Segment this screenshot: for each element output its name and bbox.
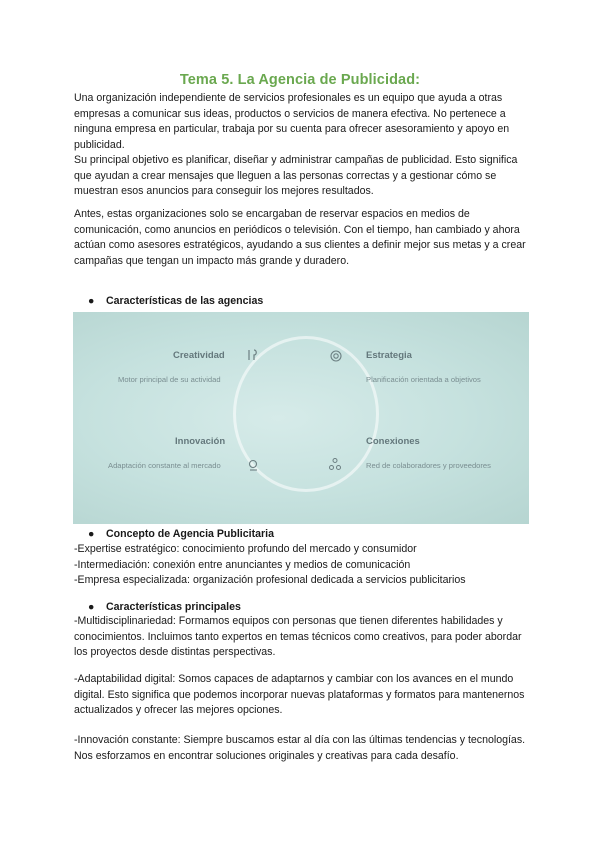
adaptabilidad-paragraph xyxy=(74,672,529,719)
network-icon xyxy=(328,457,342,471)
infographic-desc-conexiones: Red de colaboradores y proveedores xyxy=(366,461,491,470)
infographic-title-conexiones: Conexiones xyxy=(366,436,420,447)
list-item: -Intermediación: conexión entre anunciantes y medios de comunicación xyxy=(74,558,411,571)
multidisciplinariedad-paragraph xyxy=(74,614,529,661)
agency-characteristics-infographic xyxy=(73,312,529,524)
infographic-desc-innovacion: Adaptación constante al mercado xyxy=(108,461,221,470)
target-icon xyxy=(329,349,343,363)
section-heading-caracteristicas-agencias xyxy=(88,294,263,309)
bullet: ● xyxy=(88,601,95,613)
lightbulb-icon xyxy=(245,348,259,362)
concept-list xyxy=(74,542,529,589)
section-heading-text: Concepto de Agencia Publicitaria xyxy=(106,528,274,540)
section-heading-concepto-agencia xyxy=(88,527,274,542)
paragraph-innovacion: -Innovación constante: Siempre buscamos estar al día con las últimas tendencias y tecnologías. Nos esforzamos en encontrar soluciones originales y creativas para cada desafío. xyxy=(74,734,526,762)
intro-block xyxy=(74,91,529,200)
innovacion-paragraph xyxy=(74,733,529,764)
section-heading-text: Características principales xyxy=(106,601,241,613)
intro-paragraph-1: Una organización independiente de servicios profesionales es un equipo que ayuda a otras empresas a comunicar sus ideas, productos o servicios de manera efectiva. No pertenece a ninguna empresa en particular, trabaja por su cuenta para ofrecer asesoramiento y apoyo en publicidad. xyxy=(74,92,510,151)
bullet: ● xyxy=(88,295,95,307)
section-heading-text: Características de las agencias xyxy=(106,295,264,307)
infographic-desc-creatividad: Motor principal de su actividad xyxy=(118,375,221,384)
history-block xyxy=(74,207,529,269)
infographic-title-creatividad: Creatividad xyxy=(173,350,225,361)
infographic-title-estrategia: Estrategia xyxy=(366,350,412,361)
list-item: -Expertise estratégico: conocimiento profundo del mercado y consumidor xyxy=(74,543,417,555)
bullet: ● xyxy=(88,528,95,540)
list-item: -Empresa especializada: organización profesional dedicada a servicios publicitarios xyxy=(74,574,466,586)
page-title: Tema 5. La Agencia de Publicidad: xyxy=(179,72,421,88)
intro-paragraph-2: Su principal objetivo es planificar, diseñar y administrar campañas de publicidad. Esto significa que ayudan a crear mensajes que lleguen a las personas correctas y a gestionar cómo se muestran esos anuncios para conseguir los mejores resultados. xyxy=(74,154,518,197)
intro-paragraph-3: Antes, estas organizaciones solo se encargaban de reservar espacios en medios de comunicación, como anuncios en periódicos o televisión. Con el tiempo, han cambiado y ahora actúan como asesores estratégicos, ayudando a sus clientes a definir mejor sus metas y a crear campañas que tengan un impacto más grande y duradero. xyxy=(74,208,526,267)
paragraph-adaptabilidad: -Adaptabilidad digital: Somos capaces de adaptarnos y cambiar con los avances en el mundo digital. Esto significa que podemos incorporar nuevas plataformas y formatos para mantenernos actualizados y ofrecer las mejores opciones. xyxy=(74,673,525,716)
rocket-icon xyxy=(247,458,261,472)
section-heading-caracteristicas-principales xyxy=(88,600,241,615)
infographic-title-innovacion: Innovación xyxy=(175,436,226,447)
infographic-desc-estrategia: Planificación orientada a objetivos xyxy=(366,375,481,384)
paragraph-multidisciplinariedad: -Multidisciplinariedad: Formamos equipos con personas que tienen diferentes habilidades y conocimientos. Incluimos tanto expertos en temas técnicos como creativos, para poder abordar los proyectos desde distintas perspectivas. xyxy=(74,615,522,658)
